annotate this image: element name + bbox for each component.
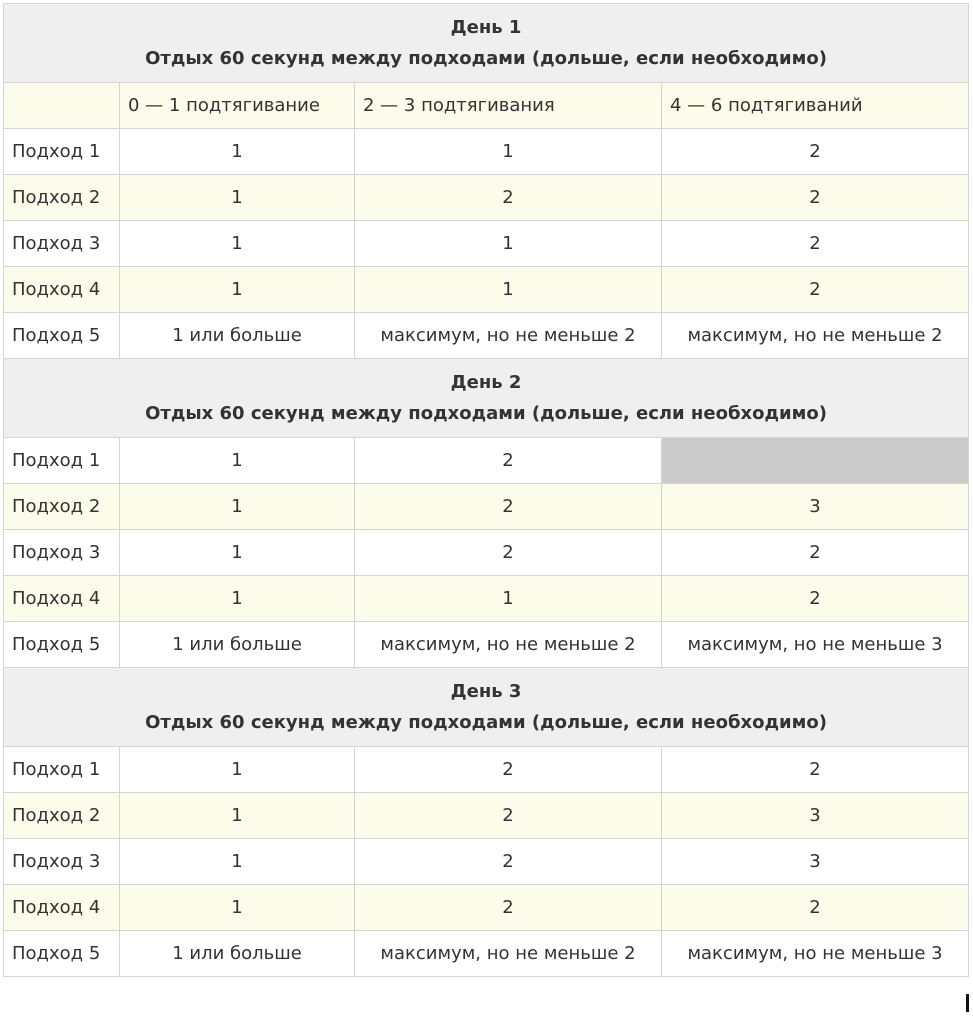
set-value: максимум, но не меньше 2 — [662, 313, 969, 359]
column-header-empty — [4, 83, 120, 129]
set-label: Подход 2 — [4, 793, 120, 839]
set-value: 2 — [662, 221, 969, 267]
table-row — [4, 129, 969, 175]
table-row — [4, 793, 969, 839]
set-value: 2 — [662, 530, 969, 576]
set-value: максимум, но не меньше 3 — [662, 931, 969, 977]
table-row — [4, 175, 969, 221]
workout-table — [3, 3, 969, 977]
table-row — [4, 530, 969, 576]
set-value: 1 — [120, 576, 355, 622]
set-value: 3 — [662, 484, 969, 530]
set-label: Подход 1 — [4, 747, 120, 793]
day-rest-note: Отдых 60 секунд между подходами (дольше, если необходимо) — [145, 712, 827, 733]
column-header-0-1: 0 — 1 подтягивание — [120, 83, 355, 129]
table-row — [4, 221, 969, 267]
set-value: 2 — [355, 438, 662, 484]
set-value: 1 — [120, 267, 355, 313]
table-row — [4, 438, 969, 484]
set-value: 1 — [120, 438, 355, 484]
set-value: 2 — [662, 576, 969, 622]
table-row — [4, 267, 969, 313]
day-header-row — [4, 668, 969, 747]
table-row — [4, 576, 969, 622]
set-value: 1 — [355, 129, 662, 175]
set-label: Подход 5 — [4, 313, 120, 359]
set-value: 2 — [662, 129, 969, 175]
set-value: 2 — [662, 267, 969, 313]
table-row — [4, 313, 969, 359]
set-value: 3 — [662, 839, 969, 885]
set-value: 1 или больше — [120, 313, 355, 359]
table-row — [4, 484, 969, 530]
table-row — [4, 885, 969, 931]
set-value: 1 — [355, 267, 662, 313]
set-value: 2 — [662, 175, 969, 221]
table-row — [4, 931, 969, 977]
set-value: 1 — [355, 221, 662, 267]
set-value: 1 — [120, 175, 355, 221]
set-value: 2 — [355, 530, 662, 576]
column-header-row — [4, 83, 969, 129]
set-label: Подход 1 — [4, 129, 120, 175]
set-label: Подход 4 — [4, 267, 120, 313]
set-value: 1 — [120, 221, 355, 267]
day-header-row — [4, 359, 969, 438]
set-value: 2 — [662, 747, 969, 793]
set-label: Подход 2 — [4, 484, 120, 530]
day-header — [4, 4, 969, 83]
set-value: 1 — [120, 530, 355, 576]
column-header-2-3: 2 — 3 подтягивания — [355, 83, 662, 129]
set-value: 3 — [662, 793, 969, 839]
column-header-4-6: 4 — 6 подтягиваний — [662, 83, 969, 129]
set-value: 2 — [662, 885, 969, 931]
set-label: Подход 3 — [4, 530, 120, 576]
set-label: Подход 2 — [4, 175, 120, 221]
day-rest-note: Отдых 60 секунд между подходами (дольше, если необходимо) — [145, 48, 827, 69]
day-header — [4, 668, 969, 747]
set-value: 2 — [355, 885, 662, 931]
set-label: Подход 5 — [4, 622, 120, 668]
set-value: 2 — [355, 484, 662, 530]
set-value: 1 или больше — [120, 622, 355, 668]
text-cursor — [966, 994, 969, 1012]
set-value: максимум, но не меньше 2 — [355, 313, 662, 359]
set-value: максимум, но не меньше 2 — [355, 931, 662, 977]
set-value: 2 — [355, 839, 662, 885]
day-title: День 1 — [450, 17, 522, 38]
set-value: 1 — [120, 793, 355, 839]
set-value: максимум, но не меньше 3 — [662, 622, 969, 668]
set-value: максимум, но не меньше 2 — [355, 622, 662, 668]
set-value: 1 — [120, 839, 355, 885]
set-label: Подход 3 — [4, 221, 120, 267]
day-title: День 3 — [450, 681, 522, 702]
empty-cell — [662, 438, 969, 484]
set-value: 1 — [120, 885, 355, 931]
table-row — [4, 622, 969, 668]
day-header — [4, 359, 969, 438]
set-label: Подход 1 — [4, 438, 120, 484]
set-value: 2 — [355, 793, 662, 839]
set-label: Подход 4 — [4, 885, 120, 931]
set-value: 1 — [120, 747, 355, 793]
day-header-row — [4, 4, 969, 83]
set-value: 2 — [355, 747, 662, 793]
set-value: 1 — [120, 129, 355, 175]
set-label: Подход 4 — [4, 576, 120, 622]
set-value: 1 — [120, 484, 355, 530]
set-value: 1 или больше — [120, 931, 355, 977]
set-value: 1 — [355, 576, 662, 622]
table-row — [4, 747, 969, 793]
set-label: Подход 5 — [4, 931, 120, 977]
table-row — [4, 839, 969, 885]
set-value: 2 — [355, 175, 662, 221]
set-label: Подход 3 — [4, 839, 120, 885]
day-rest-note: Отдых 60 секунд между подходами (дольше, если необходимо) — [145, 403, 827, 424]
day-title: День 2 — [450, 372, 522, 393]
